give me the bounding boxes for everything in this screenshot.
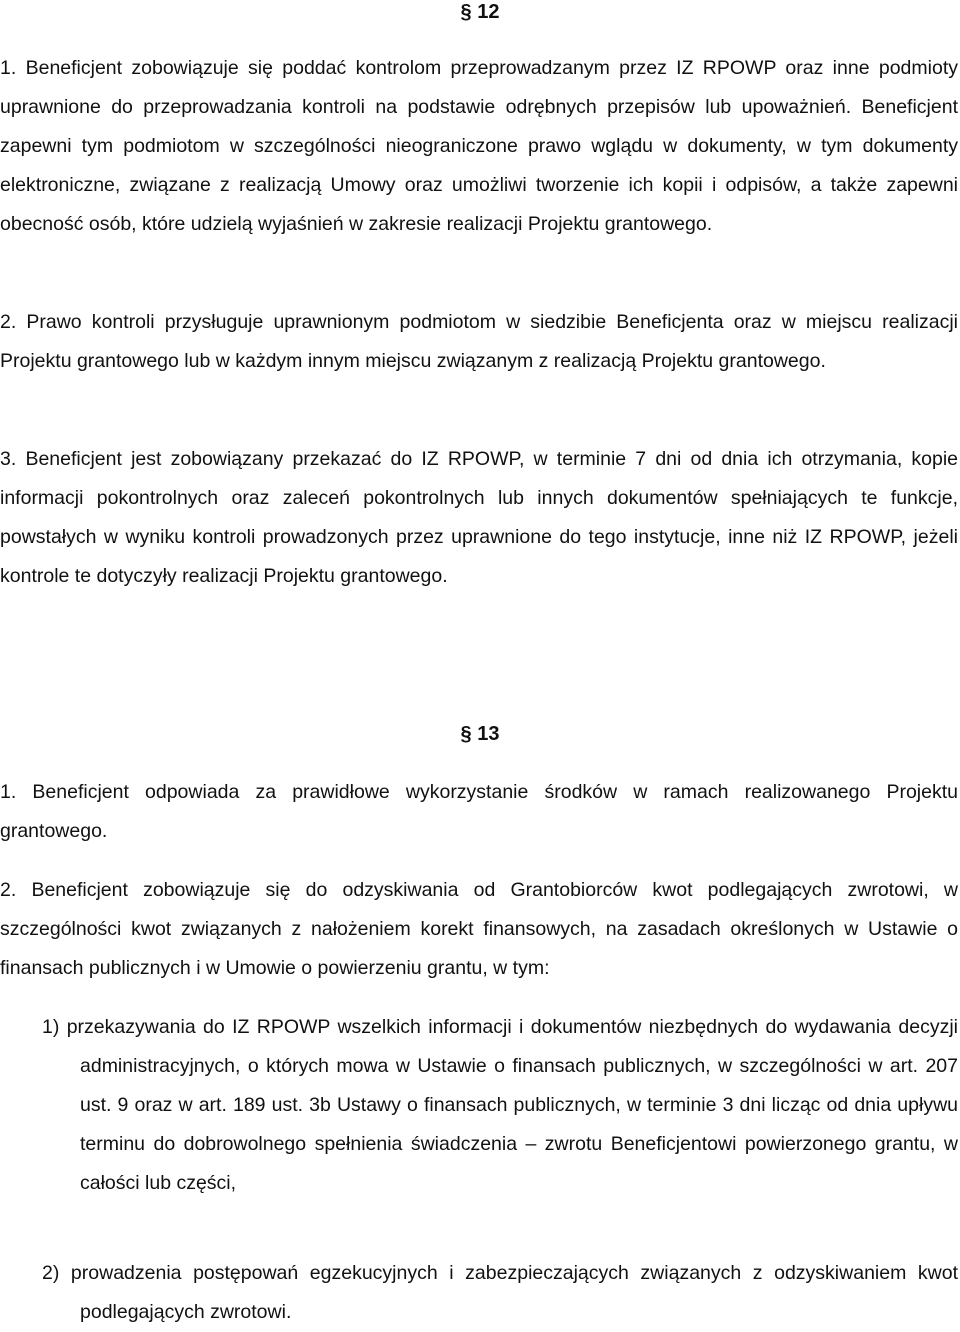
paragraph-text: Beneficjent zobowiązuje się poddać kontrolom przeprowadzanym przez IZ RPOWP oraz inne podmioty uprawnione do przeprowadzania kontroli na podstawie odrębnych przepisów lub upoważnień. Beneficjent zapewni tym podmiotom w szczególności nieograniczone prawo wglądu w dokumenty, w tym dokumenty elektroniczne, związane z realizacją Umowy oraz umożliwi tworzenie ich kopii i odpisów, a także zapewni obecność osób, które udzielą wyjaśnień w zakresie realizacji Projektu grantowego. (0, 57, 958, 235)
list-item-1 (42, 1008, 958, 1203)
paragraph-number: 2. (0, 311, 17, 333)
paragraph-13-2 (0, 871, 958, 988)
paragraph-12-1 (0, 49, 958, 244)
paragraph-text: Prawo kontroli przysługuje uprawnionym podmiotom w siedzibie Beneficjenta oraz w miejscu realizacji Projektu grantowego lub w każdym innym miejscu związanym z realizacją Projektu grantowego. (0, 311, 958, 372)
list-item-2 (42, 1254, 958, 1332)
list-item-number: 1) (42, 1016, 60, 1038)
list-item-number: 2) (42, 1262, 60, 1284)
paragraph-13-1 (0, 773, 958, 851)
paragraph-number: 1. (0, 57, 17, 79)
section-heading-13: § 13 (460, 723, 500, 745)
paragraph-text: Beneficjent zobowiązuje się do odzyskiwania od Grantobiorców kwot podlegających zwrotowi, w szczególności kwot związanych z nałożeniem korekt finansowych, na zasadach określonych w Ustawie o finansach publicznych i w Umowie o powierzeniu grantu, w tym: (0, 879, 959, 979)
paragraph-number: 2. (0, 879, 17, 901)
section-heading-12: § 12 (460, 1, 500, 23)
paragraph-number: 1. (0, 781, 17, 803)
paragraph-text: Beneficjent jest zobowiązany przekazać do IZ RPOWP, w terminie 7 dni od dnia ich otrzymania, kopie informacji pokontrolnych oraz zaleceń pokontrolnych lub innych dokumentów spełniających te funkcje, powstałych w wyniku kontroli prowadzonych przez uprawnione do tego instytucje, inne niż IZ RPOWP, jeżeli kontrole te dotyczyły realizacji Projektu grantowego. (0, 448, 959, 587)
list-item-text: przekazywania do IZ RPOWP wszelkich informacji i dokumentów niezbędnych do wydawania decyzji administracyjnych, o których mowa w Ustawie o finansach publicznych, w szczególności w art. 207 ust. 9 oraz w art. 189 ust. 3b Ustawy o finansach publicznych, w terminie 3 dni licząc od dnia upływu terminu do dobrowolnego spełnienia świadczenia – zwrotu Beneficjentowi powierzonego grantu, w całości lub części, (66, 1016, 958, 1194)
paragraph-12-3 (0, 440, 958, 596)
paragraph-number: 3. (0, 448, 17, 470)
paragraph-text: Beneficjent odpowiada za prawidłowe wykorzystanie środków w ramach realizowanego Projektu grantowego. (0, 781, 959, 842)
paragraph-12-2 (0, 303, 958, 381)
list-item-text: prowadzenia postępowań egzekucyjnych i zabezpieczających związanych z odzyskiwaniem kwot podlegających zwrotowi. (70, 1262, 959, 1323)
